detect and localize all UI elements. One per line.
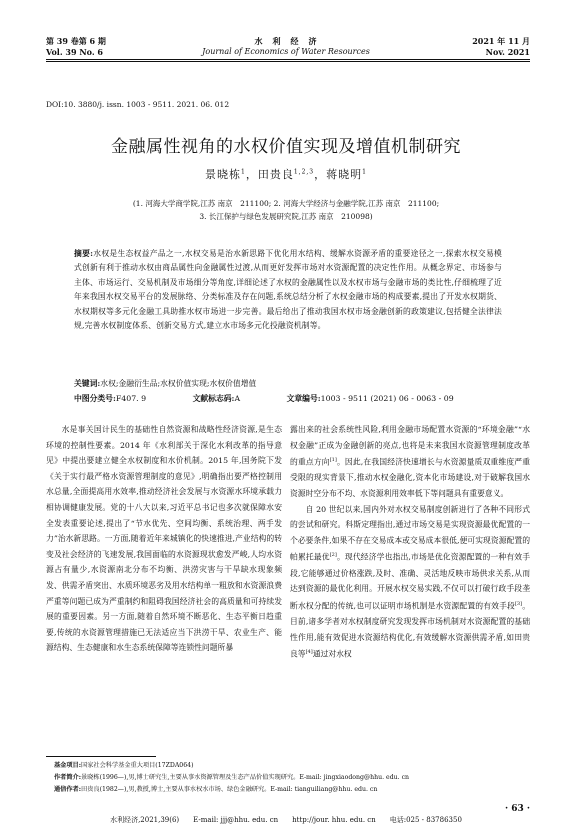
doi: DOI:10. 3880/j. issn. 1003 - 9511. 2021. 06. 012	[46, 100, 230, 109]
footnote-label: 基金项目:	[54, 762, 82, 769]
author-name: 蒋晓明	[326, 168, 363, 181]
footnote-text: 景晓栋(1996—),男,博士研究生,主要从事水资源管理及生态产品价值实现研究。E-mail: jingxiaodong@hhu. edu. cn	[81, 774, 410, 781]
footnote-author-bio	[54, 773, 409, 783]
date-cn: 2021 年 11 月	[472, 36, 530, 46]
journal-name-en: Journal of Economics of Water Resources	[202, 47, 370, 56]
paragraph-text: 。因此,在我国经济快速增长与水资源量质双重维度严重受限的现实背景下,推动水权金融化,资本化市场建设,对于破解我国水资源时空分布不均、水资源利用效率低下等问题具有重要意义。	[290, 457, 530, 498]
footnote-text: 田贵良(1982—),男,教授,博士,主要从事水权水市场、绿色金融研究。E-mail: tianguiliang@hhu. edu. cn	[81, 786, 378, 793]
author-affil-ref: 1	[241, 168, 246, 176]
author-name: 景晓栋	[205, 168, 242, 181]
citation-ref: [2]	[329, 552, 337, 559]
paragraph-text: 。目前,诸多学者对水权制度研究发现发挥市场机制对水资源配置的基础性作用,能有效促进水资源结构优化,有效缓解水资源供需矛盾,如田贵良等	[290, 601, 531, 659]
paper-title: 金融属性视角的水权价值实现及增值机制研究	[111, 137, 461, 157]
author-list	[0, 166, 572, 182]
clc-label: 中图分类号:	[74, 394, 116, 403]
document-code-value: A	[234, 394, 241, 403]
page-number: · 63 ·	[504, 804, 530, 814]
citation-ref: [3]	[514, 600, 523, 607]
volume-en: Vol. 39 No. 6	[46, 47, 103, 57]
footnote-label: 作者简介:	[54, 774, 82, 781]
footnote-funding	[54, 761, 194, 771]
volume-cn: 第 39 卷第 6 期	[46, 36, 106, 46]
citation-ref: [4]	[305, 649, 313, 656]
clc-value: F407. 9	[115, 394, 147, 403]
paragraph-text: 通过对水权	[312, 649, 352, 659]
article-number-label: 文章编号:	[286, 394, 321, 403]
keywords-label: 关键词:	[74, 379, 101, 388]
keywords-text: 水权;金融衍生品;水权价值实现;水权价值增值	[100, 379, 257, 388]
abstract	[74, 247, 502, 333]
keywords	[74, 377, 502, 391]
abstract-label: 摘要:	[74, 249, 94, 258]
paragraph-text: 自 20 世纪以来,国内外对水权交易制度创新进行了各种不同形式的尝试和研究。科斯定理指出,通过市场交易是实现资源最优配置的一个必要条件,如果不存在交易成本或交易成本很低,便可实现资源配置的帕累托最优	[290, 504, 530, 562]
abstract-text: 水权是生态权益产品之一,水权交易是治水新思路下优化用水结构、缓解水资源矛盾的重要途径之一,探索水权交易模式创新有利于推动水权由商品属性向金融属性过渡,从而更好发挥市场对水资源配置的决定性作用。从概念界定、市场参与主体、市场运行、交易机制及市场细分等角度,详细论述了水权的金融属性以及水权市场与金融市场的类比性,仔细梳理了近年来我国水权交易平台的发展脉络、分类标准及存在问题,系统总结分析了水权金融市场的构成要素,提出了开发水权期货、水权期权等多元化金融工具助推水权市场进一步完善。最后给出了推动我国水权市场金融创新的政策建议,包括健全法律法规,完善水权制度体系、创新交易方式,建立水市场多元化投融资机制等。	[74, 249, 502, 331]
author-name: 田贵良	[257, 168, 294, 181]
date-en: Nov. 2021	[485, 47, 530, 57]
body-paragraph	[290, 502, 530, 663]
footnote-label: 通信作者:	[54, 786, 82, 793]
affiliation-line: 3. 长江保护与绿色发展研究院,江苏 南京 210098)	[199, 212, 373, 221]
classification-line	[74, 393, 454, 404]
body-paragraph: 水是事关国计民生的基础性自然资源和战略性经济资源,是生态环境的控制性要素。2014 年《水利部关于深化水利改革的指导意见》中提出要建立健全水权制度和水价机制。2015 年,国务院下发《关于实行最严格水资源管理制度的意见》,明确指出要严格控制用水总量,全面提高用水效率,推动经济社会发展与水资源水环境承载力相协调健康发展。党的十八大以来,习近平总书记也多次就保障水安全发表重要论述,提出了“节水优先、空间均衡、系统治理、两手发力”治水新思路。一方面,随着近年来城镇化的快速推进,产业结构的转变及社会经济的飞速发展,我国面临的水资源现状愈发严峻,人均水资源占有量少,水资源南北分布不均衡、洪涝灾害与干旱缺水现象频发、供需矛盾突出、水质环境恶劣及用水结构单一粗放和水资源浪费严重等问题已成为严重制约和阻碍我国经济社会的高质量和可持续发展的重要因素。另一方面,随着自然环境不断恶化、生态平衡日趋重要,传统的水资源管理措施已无法适应当下洪涝干旱、农业生产、能源结构、生态健康和水生态系统保障等连锁性问题所暴	[46, 425, 282, 653]
footnote-rule	[46, 756, 156, 757]
author-affil-ref: 1,2,3	[293, 168, 315, 176]
article-number-value: 1003 - 9511 (2021) 06 - 0063 - 09	[320, 394, 454, 403]
footnote-corresponding	[54, 785, 377, 795]
paragraph-text: 露出来的社会系统性风险,利用金融市场配置水资源的“环境金融”“水权金融”正成为金融创新的亮点,也将是未来我国水资源管理制度改革的重点方向	[290, 425, 530, 467]
body-column-right	[290, 422, 530, 662]
header-rule-top	[46, 59, 530, 60]
header-rule-bottom	[46, 61, 530, 62]
author-affil-ref: 1	[362, 168, 367, 176]
citation-ref: [1]	[329, 457, 337, 464]
affiliation-line: (1. 河海大学商学院,江苏 南京 211100; 2. 河海大学经济与金融学院,江苏 南京 211100;	[132, 199, 440, 208]
page-footer: 水利经济,2021,39(6) E-mail: jjj@hhu. edu. cn http://jour. hhu. edu. cn 电话:025 - 83786350	[110, 816, 462, 824]
document-code-label: 文献标志码:	[192, 394, 235, 403]
body-column-left	[46, 422, 282, 656]
footnote-text: 国家社会科学基金重大项目(17ZDA064)	[81, 762, 194, 769]
journal-name-cn: 水 利 经 济	[254, 36, 318, 46]
author-separator: ，	[245, 168, 258, 181]
body-paragraph	[290, 422, 530, 502]
paragraph-text: 。现代经济学也指出,市场是优化资源配置的一种有效手段,它能够通过价格涨跌,及时、准确、灵活地反映市场供求关系,从而达到资源的最优化利用。开展水权交易实践,不仅可以打破行政手段垄断水权分配的传统,也可以证明市场机制是水资源配置的有效手段	[290, 552, 530, 611]
author-separator: ，	[314, 168, 327, 181]
